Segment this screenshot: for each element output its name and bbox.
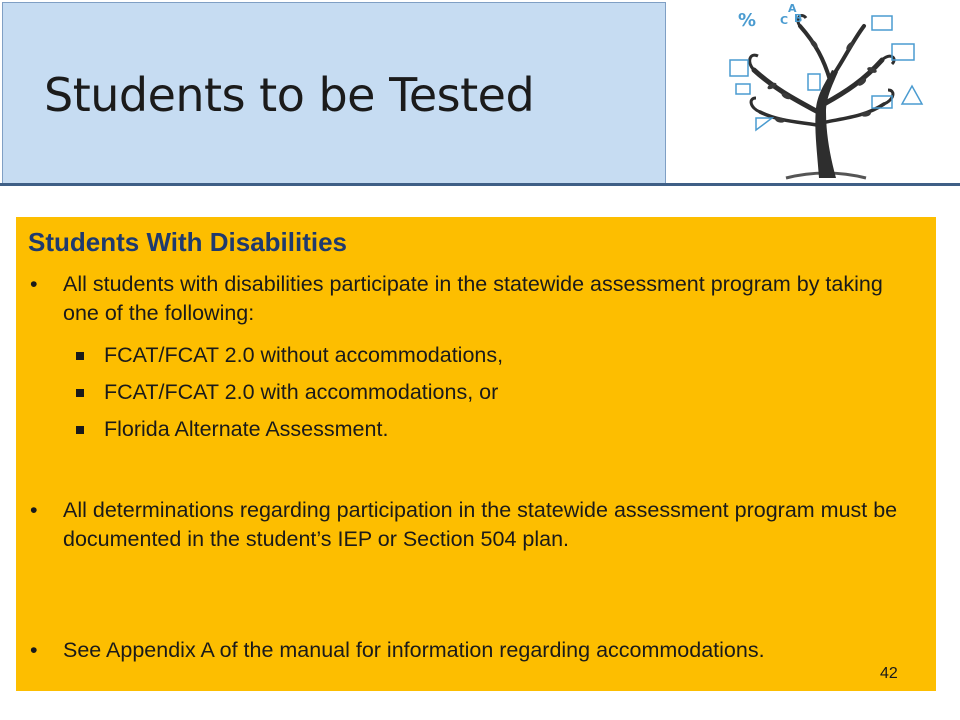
square-bullet-icon bbox=[76, 352, 84, 360]
svg-text:B: B bbox=[794, 12, 803, 25]
title-divider bbox=[0, 183, 960, 186]
bullet-dot: • bbox=[30, 272, 38, 296]
bullet-dot: • bbox=[30, 498, 38, 522]
content-box bbox=[16, 217, 936, 691]
svg-text:A: A bbox=[788, 2, 797, 15]
sub-bullet-text: Florida Alternate Assessment. bbox=[104, 417, 389, 441]
svg-text:C: C bbox=[780, 14, 789, 27]
sub-bullet-text: FCAT/FCAT 2.0 with accommodations, or bbox=[104, 380, 499, 404]
page-number: 42 bbox=[880, 665, 898, 682]
slide-header bbox=[0, 0, 960, 186]
square-bullet-icon bbox=[76, 389, 84, 397]
bullet-text: All determinations regarding participation in the statewide assessment program must be documented in the student’s IEP or Section 504 plan. bbox=[63, 498, 898, 551]
bullet-text: See Appendix A of the manual for information regarding accommodations. bbox=[63, 638, 765, 662]
svg-text:%: % bbox=[738, 10, 757, 31]
sub-bullet-text: FCAT/FCAT 2.0 without accommodations, bbox=[104, 343, 504, 367]
education-tree-icon bbox=[676, 0, 956, 182]
bullet-dot: • bbox=[30, 638, 38, 662]
bullet-text: All students with disabilities participate in the statewide assessment program by taking one of the following: bbox=[63, 272, 883, 325]
section-heading: Students With Disabilities bbox=[28, 227, 348, 257]
slide-title: Students to be Tested bbox=[44, 68, 535, 122]
square-bullet-icon bbox=[76, 426, 84, 434]
